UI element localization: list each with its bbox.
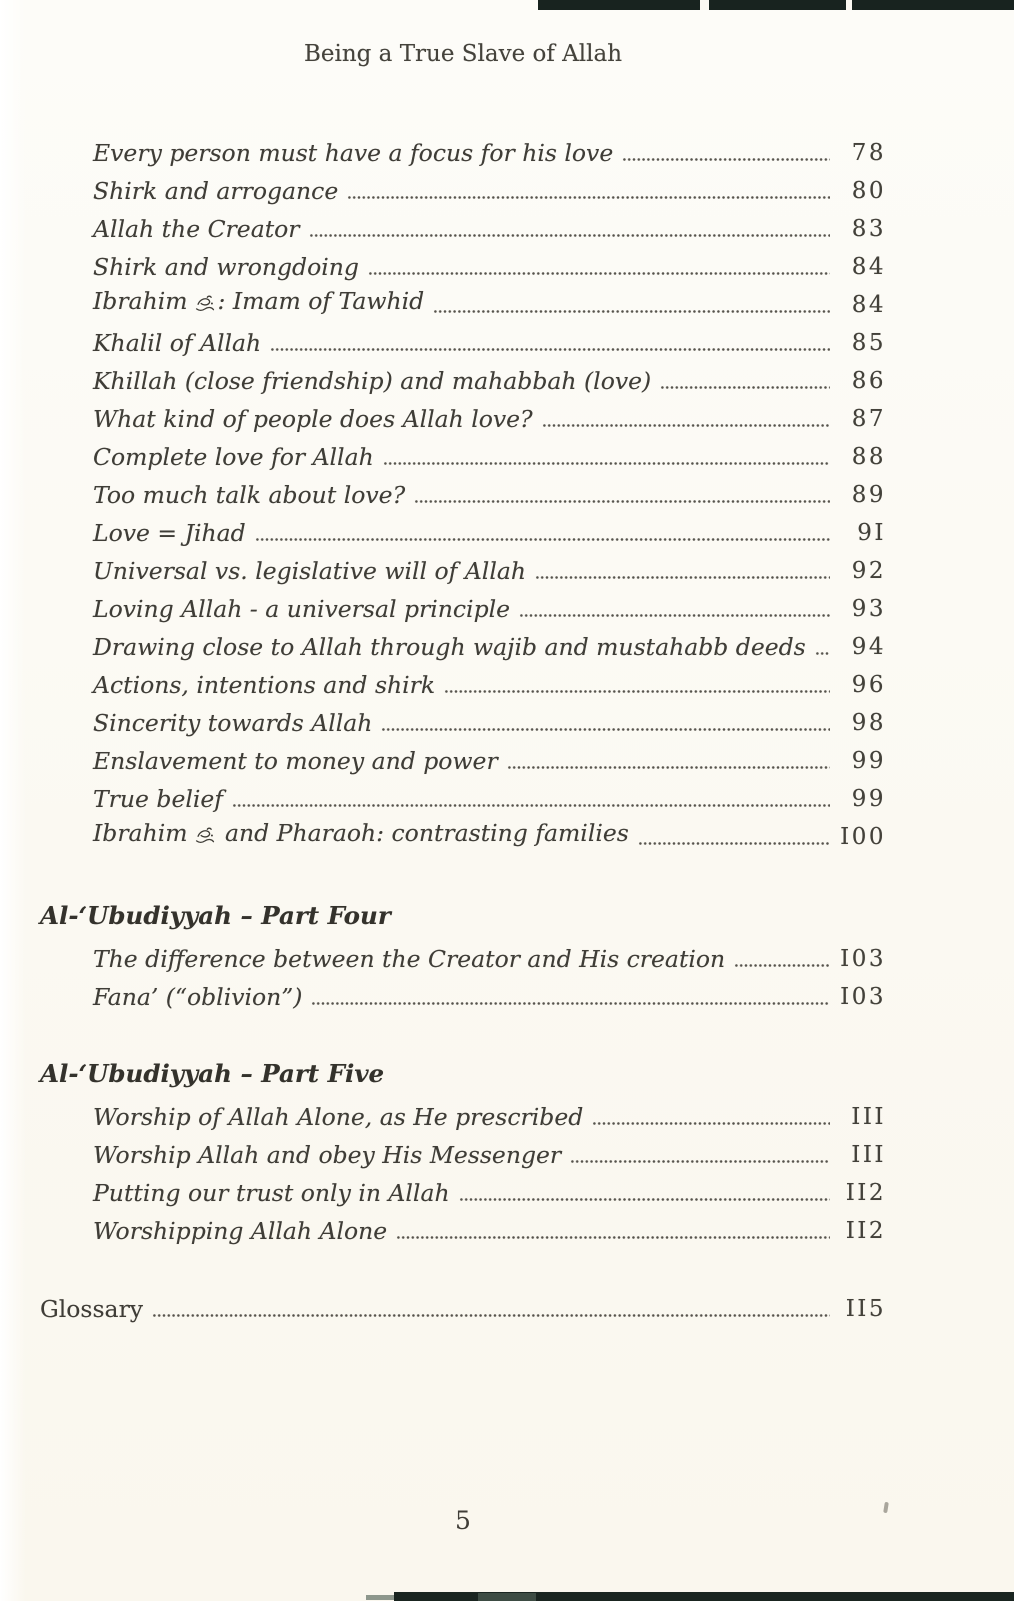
toc-entry-page: III (851, 1142, 886, 1168)
toc-entry (93, 814, 886, 852)
toc-entry (93, 974, 886, 1012)
dotted-leader (414, 500, 830, 503)
toc-entry-title-post: and Pharaoh: contrasting families (217, 819, 629, 847)
toc-entry (93, 936, 886, 974)
toc-entry-title: Complete love for Allah (93, 443, 374, 471)
toc-entry-title: Universal vs. legislative will of Allah (93, 557, 526, 585)
toc-entry-title: The difference between the Creator and His creation (93, 945, 726, 973)
toc-entry (93, 320, 886, 358)
dotted-leader (152, 1314, 830, 1317)
toc-entry (93, 586, 886, 624)
toc-entry (93, 358, 886, 396)
toc-entry-page: 89 (851, 482, 886, 508)
toc-entry-title-post: : Imam of Tawhid (217, 287, 425, 315)
toc-entry-title: Worship Allah and obey His Messenger (93, 1141, 562, 1169)
toc-entry-title: What kind of people does Allah love? (93, 405, 533, 433)
toc-entry-title: Too much talk about love? (93, 481, 406, 509)
toc-entry-title: Worshipping Allah Alone (93, 1217, 388, 1245)
page-content (40, 0, 886, 1324)
toc-entry-page: 84 (851, 254, 886, 280)
toc-entry-page: 94 (851, 634, 886, 660)
dotted-leader (734, 964, 830, 967)
dotted-leader (396, 1236, 830, 1239)
alayhis-salam-icon (195, 290, 215, 320)
toc-entry (93, 282, 886, 320)
toc-entry (93, 1208, 886, 1246)
toc-entry-glossary (40, 1286, 886, 1324)
dotted-leader (381, 728, 830, 731)
toc-entry-title: Drawing close to Allah through wajib and mustahabb deeds (93, 633, 806, 661)
toc-entry-page: 80 (851, 178, 886, 204)
toc-entry-page: 96 (851, 672, 886, 698)
toc-entry (93, 396, 886, 434)
toc-entry-title (93, 818, 629, 852)
toc-entry (93, 472, 886, 510)
toc-entry-page: 88 (851, 444, 886, 470)
toc-entry-page: II5 (845, 1296, 886, 1322)
toc-entry-title: Worship of Allah Alone, as He prescribed (93, 1103, 584, 1131)
toc-entry-page: 85 (851, 330, 886, 356)
dotted-leader (383, 462, 830, 465)
toc-entry (93, 1132, 886, 1170)
toc-entry (93, 244, 886, 282)
alayhis-salam-icon (195, 822, 215, 852)
dotted-leader (570, 1160, 830, 1163)
dotted-leader (255, 538, 830, 541)
scan-edge-artifact-bottom-soft (478, 1593, 536, 1601)
toc-entry (93, 700, 886, 738)
toc-entry-page: 98 (851, 710, 886, 736)
toc-entry-title: Putting our trust only in Allah (93, 1179, 450, 1207)
toc-entry-title: Actions, intentions and shirk (93, 671, 436, 699)
toc-entry-page: 99 (851, 748, 886, 774)
toc-entry-page: 9I (857, 520, 886, 546)
toc-entry-page: 99 (851, 786, 886, 812)
toc-entry-title: Allah the Creator (93, 215, 300, 243)
dotted-leader (622, 158, 830, 161)
dotted-leader (638, 842, 830, 845)
toc-entry-title-pre: Ibrahim (93, 819, 188, 847)
toc-entry-title: Loving Allah - a universal principle (93, 595, 511, 623)
toc-entry (93, 1170, 886, 1208)
dotted-leader (368, 272, 830, 275)
toc-entry-title: Enslavement to money and power (93, 747, 498, 775)
toc-entry-title-pre: Ibrahim (93, 287, 188, 315)
toc-entry-page: I00 (840, 824, 886, 850)
dotted-leader (309, 234, 830, 237)
dotted-leader (815, 652, 830, 655)
dotted-leader (459, 1198, 830, 1201)
toc-entry-title: True belief (93, 785, 224, 813)
toc-entry (93, 1094, 886, 1132)
dotted-leader (270, 348, 830, 351)
toc-entry-title (93, 286, 424, 320)
dotted-leader (519, 614, 830, 617)
toc-section-part-five (40, 1054, 886, 1246)
toc-entry (93, 206, 886, 244)
toc-entry-title: Every person must have a focus for his love (93, 139, 614, 167)
toc-entry-page: 92 (851, 558, 886, 584)
toc-entry-title: Fana’ (“oblivion”) (93, 983, 303, 1011)
toc-entry-page: II2 (845, 1180, 886, 1206)
toc-entry-title: Shirk and arrogance (93, 177, 339, 205)
scan-edge-artifact-bottom-tip (366, 1595, 394, 1600)
dotted-leader (444, 690, 830, 693)
toc-entry (93, 510, 886, 548)
toc-entry-title: Khalil of Allah (93, 329, 262, 357)
toc-entry (93, 434, 886, 472)
toc-entry-page: 84 (851, 292, 886, 318)
toc-entry (93, 624, 886, 662)
toc-entry-page: 87 (851, 406, 886, 432)
toc-section-part-four (40, 896, 886, 1012)
toc-entry-page: 93 (851, 596, 886, 622)
section-heading: Al-‘Ubudiyyah – Part Four (40, 901, 391, 930)
dotted-leader (660, 386, 830, 389)
toc-entry-page: 78 (851, 140, 886, 166)
toc-entry-page: I03 (840, 984, 886, 1010)
toc-entry-page: 86 (851, 368, 886, 394)
section-heading: Al-‘Ubudiyyah – Part Five (40, 1059, 385, 1088)
dotted-leader (592, 1122, 830, 1125)
toc-entry-page: I03 (840, 946, 886, 972)
toc-entry (93, 738, 886, 776)
toc-entry (93, 662, 886, 700)
dotted-leader (433, 310, 830, 313)
toc-entry-title: Sincerity towards Allah (93, 709, 373, 737)
page-number: 5 (455, 1506, 471, 1535)
running-header: Being a True Slave of Allah (303, 41, 623, 67)
toc-entry (93, 130, 886, 168)
toc-entry-page: II2 (845, 1218, 886, 1244)
toc-entry-page: 83 (851, 216, 886, 242)
toc-list (40, 130, 886, 1324)
dotted-leader (347, 196, 830, 199)
toc-entry (93, 168, 886, 206)
dotted-leader (232, 804, 830, 807)
dotted-leader (507, 766, 830, 769)
dotted-leader (542, 424, 830, 427)
toc-entry-page: III (851, 1104, 886, 1130)
toc-entry-title: Khillah (close friendship) and mahabbah (love) (93, 367, 652, 395)
toc-entry-title: Shirk and wrongdoing (93, 253, 359, 281)
toc-entry (93, 548, 886, 586)
dotted-leader (535, 576, 830, 579)
dotted-leader (311, 1002, 830, 1005)
toc-entry-title: Love = Jihad (93, 519, 246, 547)
toc-entry (93, 776, 886, 814)
toc-entry-title: Glossary (40, 1295, 144, 1323)
